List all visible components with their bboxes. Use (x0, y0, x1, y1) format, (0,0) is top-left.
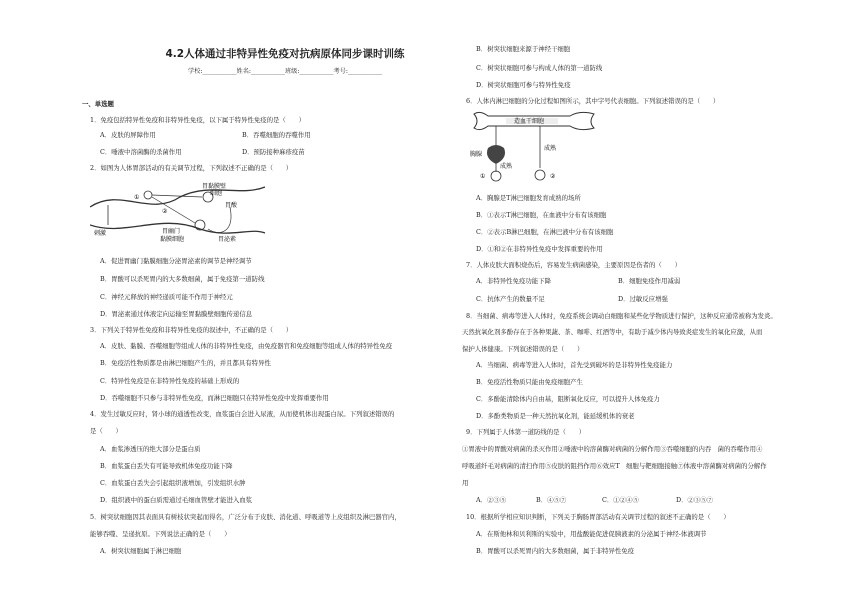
q2-option-a: A．促进胃幽门黏膜细胞分泌胃泌素的调节是神经调节 (100, 257, 252, 265)
section-heading: 一、单选题 (82, 100, 114, 108)
figure-label-1: ① (134, 194, 140, 201)
q5-stem-line1: 5．树突状细胞因其表面具有树枝状突起而得名，广泛分布于皮肤、消化道、呼吸道等上皮组织及淋巴器官内， (90, 513, 401, 521)
q9-list-line3: 用 (462, 479, 469, 487)
q1-option-b: B．吞噬细胞的吞噬作用 (242, 131, 311, 139)
figure-label-2: ② (550, 173, 556, 180)
figure-label-mature-2: 成熟 (544, 145, 557, 152)
figure-label-acid: 胃酸 (225, 202, 238, 209)
hormone-path (208, 207, 231, 233)
q1-stem: 1．免疫包括特异性免疫和非特异性免疫，以下属于特异性免疫的是（ ） (90, 116, 305, 124)
q10-stem: 10．根据所学相应知识判断，下列关于胸肠胃部活动有关调节过程的叙述不正确的是（ ） (466, 513, 730, 521)
q9-option-a: A．②③⑤ (476, 496, 507, 504)
q9-option-c: C．①②④⑤ (602, 496, 639, 504)
q4-option-b: B．血浆蛋白丢失有可能导致机体免疫功能下降 (100, 462, 233, 470)
figure-label-pylorus-b: 黏膜细胞 (160, 236, 185, 243)
q6-option-a: A．胸腺是T淋巴细胞发育成熟的场所 (476, 194, 581, 202)
lymphocyte-differentiation-figure (470, 108, 600, 184)
figure-label-stimulus: 刺激 (94, 230, 107, 237)
figure-label-parietal-b: 细胞 (210, 190, 223, 197)
q1-option-d: D．预防接种麻疹疫苗 (242, 148, 305, 156)
q3-option-c: C．特异性免疫是在非特异性免疫的基础上形成的 (100, 377, 240, 385)
q5-option-a: A．树突状细胞属于淋巴细胞 (100, 547, 182, 555)
q9-list-line1: ①胃液中的胃酸对病菌的杀灭作用②唾液中的溶菌酶对病菌的分解作用③吞噬细胞的内吞 菌的吞噬作用④ (462, 445, 763, 453)
q2-option-c: C．神经元释放的神经递质可能不作用于神经元 (100, 293, 233, 301)
q2-option-d: D．胃泌素通过体液定向运输至胃黏膜壁细胞传递信息 (100, 310, 253, 318)
q5-option-b: B．树突状细胞来源于神经干细胞 (476, 45, 571, 53)
b-cell-icon (535, 170, 545, 180)
figure-label-parietal: 胃黏膜壁 (202, 183, 227, 190)
q5-option-d: D．树突状细胞可参与特异性免疫 (476, 81, 571, 89)
q9-option-d: D．②③⑤⑦ (676, 496, 714, 504)
figure-label-mature-1: 成熟 (500, 163, 513, 170)
q9-option-b: B．④⑤⑦ (536, 496, 567, 504)
q1-option-c: C．唾液中溶菌酶的杀菌作用 (100, 148, 182, 156)
q4-option-d: D．组织液中的蛋白质需通过毛细血管壁才能进入血浆 (100, 496, 253, 504)
figure-label-thymus: 胸腺 (470, 151, 483, 158)
q3-option-a: A．皮肤、黏膜、吞噬细胞等组成人体的非特异性免疫，由免疫器官和免疫细胞等组成人体的特异性免疫 (100, 342, 393, 350)
q9-list-line2: 呼吸道纤毛对病菌的清扫作用⑤皮肤的阻挡作用⑥效应T 细胞与靶细胞接触⑦体液中溶菌酶对病菌的分解作 (462, 462, 767, 470)
figure-label-1: ① (480, 173, 486, 180)
student-info-line: 学校:___________姓名:___________班级:___________考号:___________ (188, 68, 382, 75)
q8-stem-line3: 保护人体健康。下列叙述错误的是（ ） (462, 345, 584, 353)
figure-label-stem-cell: 造血干细胞 (514, 118, 545, 125)
stomach-regulation-figure (90, 177, 270, 249)
q6-option-d: D．①和②在非特异性免疫中发挥重要的作用 (476, 245, 603, 253)
q5-stem-line2: 能够吞噬、呈递抗原。下列说法正确的是（ ） (90, 530, 231, 538)
q5-option-c: C．树突状细胞可参与构成人体的第一道防线 (476, 64, 603, 72)
q4-option-c: C．血浆蛋白丢失会引起组织液增加，引发组织水肿 (100, 479, 246, 487)
q7-stem: 7．人体皮肤大面积烧伤后，容易发生病菌感染，主要原因是伤者的（ ） (466, 261, 681, 269)
q2-stem: 2．如图为人体胃部活动的有关调节过程，下列叙述不正确的是（ ） (90, 164, 293, 172)
figure-label-gastrin: 胃泌素 (218, 236, 237, 243)
figure-upper-wall (90, 187, 265, 207)
q8-option-d: D．多酚类物质是一种天然抗氧化剂，能延缓机体的衰老 (476, 412, 635, 420)
q7-option-d: D．过敏反应增强 (618, 295, 668, 303)
q8-option-b: B．免疫活性物质只能由免疫细胞产生 (476, 378, 583, 386)
t-cell-icon (491, 171, 501, 181)
figure-label-pylorus: 胃幽门 (162, 228, 181, 235)
q7-option-a: A．非特异性免疫功能下降 (476, 277, 551, 285)
q6-option-c: C．②表示B淋巴细胞，在淋巴液中分布有该细胞 (476, 228, 614, 236)
q3-option-b: B．免疫活性物质都是由淋巴细胞产生的，并且都具有特异性 (100, 359, 271, 367)
q1-option-a: A．皮肤的屏障作用 (100, 131, 156, 139)
figure-label-2: ② (162, 208, 168, 215)
q8-stem-line2: 天然抗氧化剂多酚存在于各种果蔬、茶、咖啡、红酒等中，有助于减少体内导致炎症发生的氧化应激，从而 (462, 328, 763, 336)
q8-option-c: C．多酚能清除体内自由基，阻断氧化反应，可以提升人体免疫力 (476, 395, 660, 403)
q10-option-a: A．在斯他林和贝利斯的实验中，用盐酸能促进促胰液素的分泌属于神经-体液调节 (476, 530, 707, 538)
q6-option-b: B．①表示T淋巴细胞，在血液中分布有该细胞 (476, 211, 607, 219)
q2-option-b: B．胃酸可以杀死胃内的大多数细菌，属于免疫第一道防线 (100, 275, 265, 283)
q8-option-a: A．当细菌、病毒等进入人体时，首先受到破坏的是非特异性免疫能力 (476, 361, 673, 369)
q9-stem: 9．下列属于人体第一道防线的是（ ） (466, 428, 586, 436)
page-title: 4.2人体通过非特异性免疫对抗病原体同步课时训练 (165, 48, 405, 60)
q4-stem-line1: 4．发生过敏反应时，肾小球的通透性改变，血浆蛋白会进入尿液，从而使机体出现蛋白尿。下列叙述错误的 (90, 410, 395, 418)
q7-option-b: B．细胞免疫作用减弱 (618, 277, 681, 285)
q3-option-d: D．吞噬细胞不只参与非特异性免疫，而淋巴细胞只在特异性免疫中发挥重要作用 (100, 394, 329, 402)
q6-stem: 6．人体内淋巴细胞的分化过程如图所示，其中字号代表细胞。下列叙述错误的是（ ） (466, 97, 720, 105)
q7-option-c: C．抗体产生的数量不足 (476, 295, 545, 303)
q4-stem-line2: 是（ ） (90, 427, 122, 435)
q10-option-b: B．胃酸可以杀死胃内的大多数细菌，属于非特异性免疫 (476, 547, 635, 555)
q4-option-a: A．血浆渗透压的绝大部分是蛋白质 (100, 445, 201, 453)
thymus-icon (487, 145, 505, 164)
neuron-icon (144, 191, 152, 199)
q8-stem-line1: 8．当细菌、病毒等进入人体时，免疫系统会调动白细胞和某些化学物质进行保护，这种反应通常被称为发炎。 (466, 312, 777, 320)
q3-stem: 3．下列关于特异性免疫和非特异性免疫的叙述中，不正确的是（ ） (90, 326, 293, 334)
